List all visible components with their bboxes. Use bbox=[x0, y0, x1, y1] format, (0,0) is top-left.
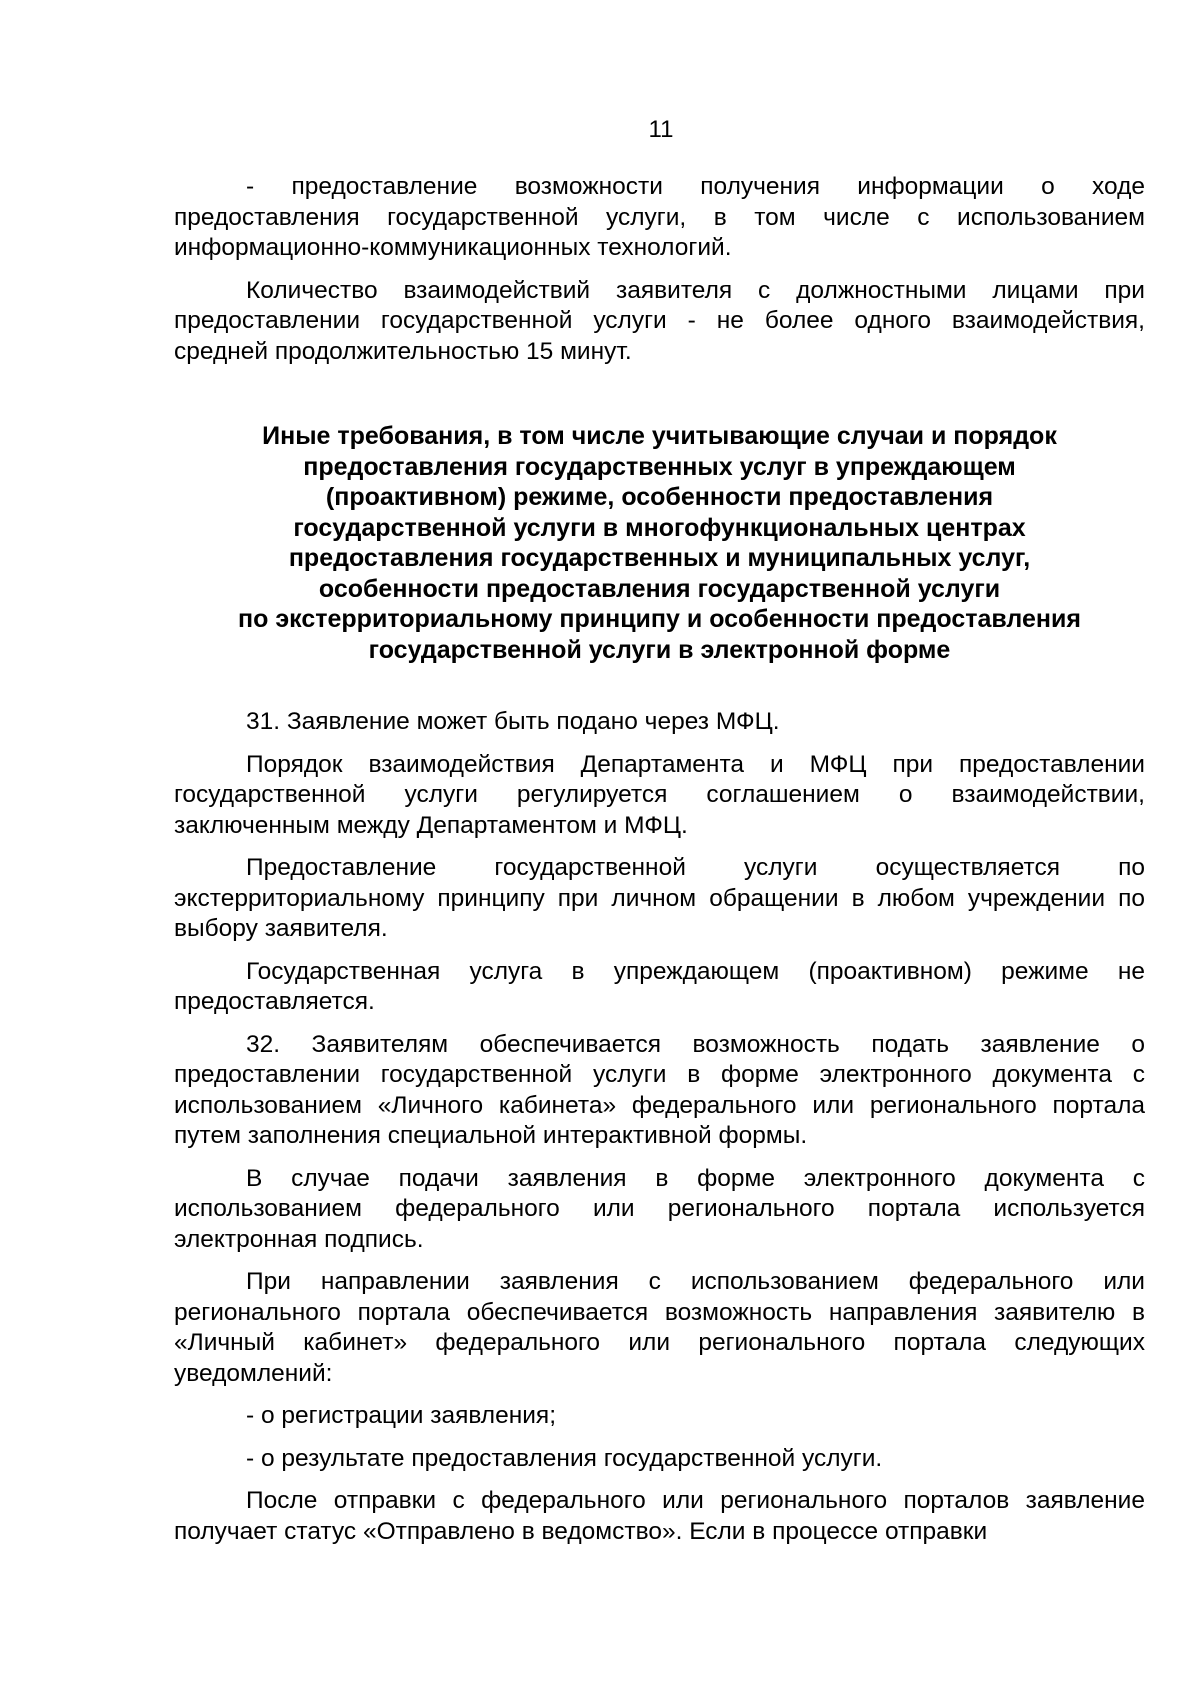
paragraph: После отправки с федерального или регионального порталов заявление получает статус «Отправлено в ведомство». Если в процессе отправки bbox=[174, 1487, 1145, 1545]
paragraph: Порядок взаимодействия Департамента и МФЦ при предоставлении государственной услуги регулируется соглашением о взаимодействии, заключенным между Департаментом и МФЦ. bbox=[174, 750, 1145, 839]
heading-line: (проактивном) режиме, особенности предоставления bbox=[325, 483, 994, 511]
paragraph: Государственная услуга в упреждающем (проактивном) режиме не предоставляется. bbox=[174, 957, 1145, 1015]
heading-line: по экстерриториальному принципу и особенности предоставления bbox=[238, 605, 1081, 633]
paragraph: - предоставление возможности получения информации о ходе предоставления государственной услуги, в том числе с использованием информационно-коммуникационных технологий. bbox=[174, 173, 1145, 261]
paragraph: В случае подачи заявления в форме электронного документа с использованием федерального или регионального портала используется электронная подпись. bbox=[174, 1164, 1145, 1253]
paragraph: При направлении заявления с использованием федерального или регионального портала обеспечивается возможность направления заявителю в «Личный кабинет» федерального или регионального портала следующих уведомлений: bbox=[174, 1268, 1145, 1387]
paragraph: 31. Заявление может быть подано через МФЦ. bbox=[246, 708, 780, 735]
heading-line: государственной услуги в электронной форме bbox=[368, 635, 951, 664]
paragraph: Количество взаимодействий заявителя с должностными лицами при предоставлении государственной услуги - не более одного взаимодействия, средней продолжительностью 15 минут. bbox=[174, 276, 1145, 365]
document-body bbox=[174, 172, 1145, 1547]
list-item: - о результате предоставления государственной услуги. bbox=[246, 1444, 883, 1472]
paragraph: 32. Заявителям обеспечивается возможность подать заявление о предоставлении государственной услуги в форме электронного документа с использованием «Личного кабинета» федерального или регионального портала путем заполнения специальной интерактивной формы. bbox=[174, 1030, 1145, 1149]
list-item: - о регистрации заявления; bbox=[246, 1402, 556, 1429]
heading-line: Иные требования, в том числе учитывающие случаи и порядок bbox=[262, 422, 1057, 450]
heading-line: государственной услуги в многофункциональных центрах bbox=[293, 513, 1026, 542]
section-heading bbox=[174, 421, 1145, 665]
page-number: 11 bbox=[648, 116, 674, 143]
heading-line: предоставления государственных услуг в упреждающем bbox=[303, 452, 1016, 481]
paragraph: Предоставление государственной услуги осуществляется по экстерриториальному принципу при личном обращении в любом учреждении по выбору заявителя. bbox=[174, 854, 1145, 942]
heading-line: особенности предоставления государственной услуги bbox=[318, 574, 1001, 603]
heading-line: предоставления государственных и муниципальных услуг, bbox=[288, 544, 1031, 572]
